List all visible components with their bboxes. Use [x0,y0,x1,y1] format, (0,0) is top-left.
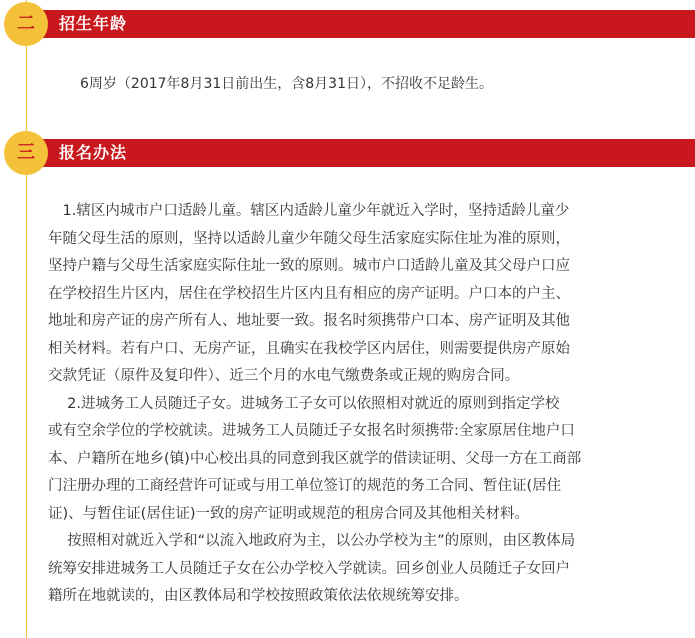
text-line: 1.辖区内城市户口适龄儿童。辖区内适龄儿童少年就近入学时，坚持适龄儿童少 [48,203,570,219]
section-number: 二 [17,13,35,34]
text-line: 地址和房产证的房产所有人、地址要一致。报名时须携带户口本、房产证明及其他 [48,313,570,329]
section-number-badge [4,2,48,46]
section-number: 三 [17,142,35,163]
text-line: 坚持户籍与父母生活家庭实际住址一致的原则。城市户口适龄儿童及其父母户口应 [48,258,570,274]
registration-body [48,198,688,611]
text-line: 在学校招生片区内，居住在学校招生片区内且有相应的房产证明。户口本的户主、 [48,285,570,302]
text-line: 相关材料。若有户口、无房产证，且确实在我校学区内居住，则需要提供房产原始 [48,340,570,357]
section-header-registration [0,131,695,175]
section-title: 报名办法 [59,143,128,162]
text-line: 门注册办理的工商经营许可证或与用工单位签订的规范的务工合同、暂住证(居住 [48,478,562,494]
text-line: 统筹安排进城务工人员随迁子女在公办学校入学就读。回乡创业人员随迁子女回户 [48,560,570,577]
section-title-bar [40,139,695,167]
age-paragraph: 6周岁（2017年8月31日前出生，含8月31日），不招收不足龄生。 [80,76,493,92]
text-line: 交款凭证（原件及复印件）、近三个月的水电气缴费条或正规的购房合同。 [48,368,520,384]
section-title: 招生年龄 [59,14,128,33]
section-title-bar [40,10,695,38]
timeline-line [26,0,27,638]
text-line: 按照相对就近入学和“以流入地政府为主，以公办学校为主”的原则，由区教体局 [48,533,576,549]
text-line: 本、户籍所在地乡(镇)中心校出具的同意到我区就学的借读证明、父母一方在工商部 [48,450,582,467]
text-line: 年随父母生活的原则，坚持以适龄儿童少年随父母生活家庭实际住址为准的原则， [48,230,570,247]
text-line: 籍所在地就读的，由区教体局和学校按照政策依法依规统筹安排。 [48,588,469,604]
section-number-badge [4,131,48,175]
text-line: 证)、与暂住证(居住证)一致的房产证明或规范的租房合同及其他相关材料。 [48,505,529,522]
text-line: 或有空余学位的学校就读。进城务工人员随迁子女报名时须携带:全家原居住地户口 [48,423,575,439]
section-header-age [0,2,695,46]
text-line: 2.进城务工人员随迁子女。进城务工子女可以依照相对就近的原则到指定学校 [48,395,560,412]
